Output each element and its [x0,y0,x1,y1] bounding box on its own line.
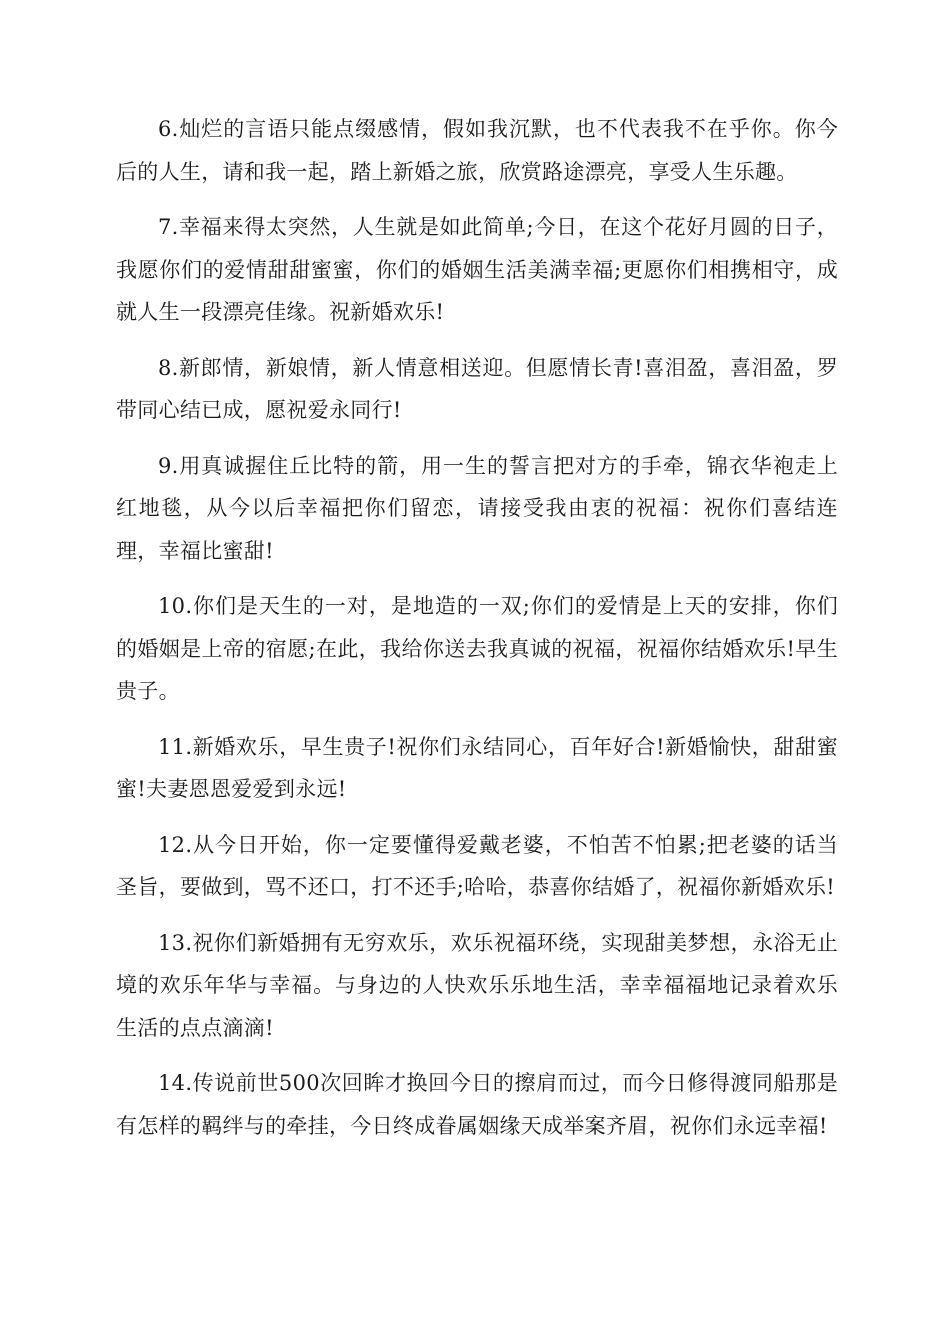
document-body [116,108,838,1160]
paragraph-9: 9.用真诚握住丘比特的箭，用一生的誓言把对方的手牵，锦衣华袍走上红地毯，从今以后幸福把你们留恋，请接受我由衷的祝福：祝你们喜结连理，幸福比蜜甜! [116,453,838,563]
paragraph-13: 13.祝你们新婚拥有无穷欢乐，欢乐祝福环绕，实现甜美梦想，永浴无止境的欢乐年华与幸福。与身边的人快欢乐乐地生活，幸幸福福地记录着欢乐生活的点点滴滴! [116,930,838,1040]
paragraph-10: 10.你们是天生的一对，是地造的一双;你们的爱情是上天的安排，你们的婚姻是上帝的宿愿;在此，我给你送去我真诚的祝福，祝福你结婚欢乐!早生贵子。 [116,594,838,703]
paragraph-11: 11.新婚欢乐，早生贵子!祝你们永结同心，百年好合!新婚愉快，甜甜蜜蜜!夫妻恩恩爱爱到永远! [116,734,838,801]
paragraph-7: 7.幸福来得太突然，人生就是如此简单;今日，在这个花好月圆的日子，我愿你们的爱情甜甜蜜蜜，你们的婚姻生活美满幸福;更愿你们相携相守，成就人生一段漂亮佳缘。祝新婚欢乐! [116,215,838,324]
paragraph-14: 14.传说前世500次回眸才换回今日的擦肩而过，而今日修得渡同船那是有怎样的羁绊与的牵挂，今日终成眷属姻缘天成举案齐眉，祝你们永远幸福! [116,1071,838,1138]
paragraph-12: 12.从今日开始，你一定要懂得爱戴老婆，不怕苦不怕累;把老婆的话当圣旨，要做到，骂不还口，打不还手;哈哈，恭喜你结婚了，祝福你新婚欢乐! [116,832,838,899]
paragraph-8: 8.新郎情，新娘情，新人情意相送迎。但愿情长青!喜泪盈，喜泪盈，罗带同心结已成，愿祝爱永同行! [116,355,838,422]
paragraph-6: 6.灿烂的言语只能点缀感情，假如我沉默，也不代表我不在乎你。你今后的人生，请和我一起，踏上新婚之旅，欣赏路途漂亮，享受人生乐趣。 [116,117,838,184]
